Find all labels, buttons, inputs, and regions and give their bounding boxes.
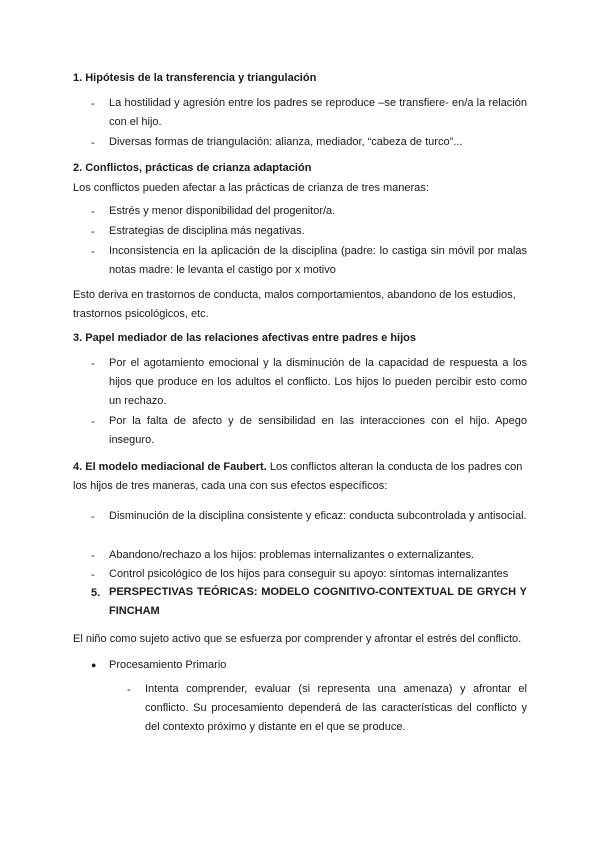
- list-dash: -: [91, 550, 95, 562]
- list-item: Abandono/rechazo a los hijos: problemas internalizantes o externalizantes.: [109, 549, 475, 561]
- list-dash: -: [91, 569, 95, 581]
- sub-list-item: Intenta comprender, evaluar (si representa una amenaza) y afrontar el conflicto. Su procesamiento dependerá de las características del conflicto y del contexto próximo y distante en el que se produce.: [145, 683, 527, 733]
- list-dash: -: [91, 98, 95, 110]
- list-dash: -: [91, 358, 95, 370]
- list-item: Por el agotamiento emocional y la disminución de la capacidad de respuesta a los hijos que produce en los adultos el conflicto. Los hijos lo pueden percibir esto como un rechazo.: [109, 357, 527, 407]
- list-item: Por la falta de afecto y de sensibilidad en las interacciones con el hijo. Apego inseguro.: [109, 415, 527, 446]
- list-item: Estrategias de disciplina más negativas.: [109, 225, 305, 237]
- section-5-number: 5.: [91, 587, 101, 599]
- list-dash: -: [91, 511, 95, 523]
- section-4-heading: 4. El modelo mediacional de Faubert.: [73, 461, 267, 473]
- section-1-heading: 1. Hipótesis de la transferencia y triangulación: [73, 72, 317, 84]
- list-item: Control psicológico de los hijos para conseguir su apoyo: síntomas internalizantes: [109, 568, 509, 580]
- bullet-dot-icon: ●: [91, 660, 97, 670]
- section-5-heading: PERSPECTIVAS TEÓRICAS: MODELO COGNITIVO-CONTEXTUAL DE GRYCH Y FINCHAM: [109, 586, 527, 617]
- section-4-paragraph: [73, 458, 527, 496]
- list-item: Estrés y menor disponibilidad del progenitor/a.: [109, 205, 336, 217]
- section-2-conclusion: Esto deriva en trastornos de conducta, malos comportamientos, abandono de los estudios, trastornos psicológicos, etc.: [73, 289, 516, 320]
- bullet-item: Procesamiento Primario: [109, 659, 227, 671]
- section-4-text: Los conflictos alteran la conducta de los padres con los hijos de tres maneras, cada una con sus efectos específicos:: [73, 461, 523, 492]
- list-dash: -: [91, 246, 95, 258]
- list-item: Diversas formas de triangulación: alianza, mediador, “cabeza de turco”...: [109, 136, 463, 148]
- list-dash: -: [91, 416, 95, 428]
- list-item: Disminución de la disciplina consistente y eficaz: conducta subcontrolada y antisocial.: [109, 510, 527, 522]
- section-3-heading: 3. Papel mediador de las relaciones afectivas entre padres e hijos: [73, 332, 416, 344]
- section-2-intro: Los conflictos pueden afectar a las prácticas de crianza de tres maneras:: [73, 182, 429, 194]
- section-2-heading: 2. Conflictos, prácticas de crianza adaptación: [73, 162, 312, 174]
- section-5-intro: El niño como sujeto activo que se esfuerza por comprender y afrontar el estrés del conflicto.: [73, 633, 522, 645]
- list-dash: -: [91, 137, 95, 149]
- list-dash: -: [91, 206, 95, 218]
- list-dash: -: [91, 226, 95, 238]
- list-dash: -: [127, 684, 131, 696]
- list-item: Inconsistencia en la aplicación de la disciplina (padre: lo castiga sin móvil por malas notas madre: le levanta el castigo por x motivo: [109, 245, 527, 276]
- list-item: La hostilidad y agresión entre los padres se reproduce –se transfiere- en/a la relación con el hijo.: [109, 97, 527, 128]
